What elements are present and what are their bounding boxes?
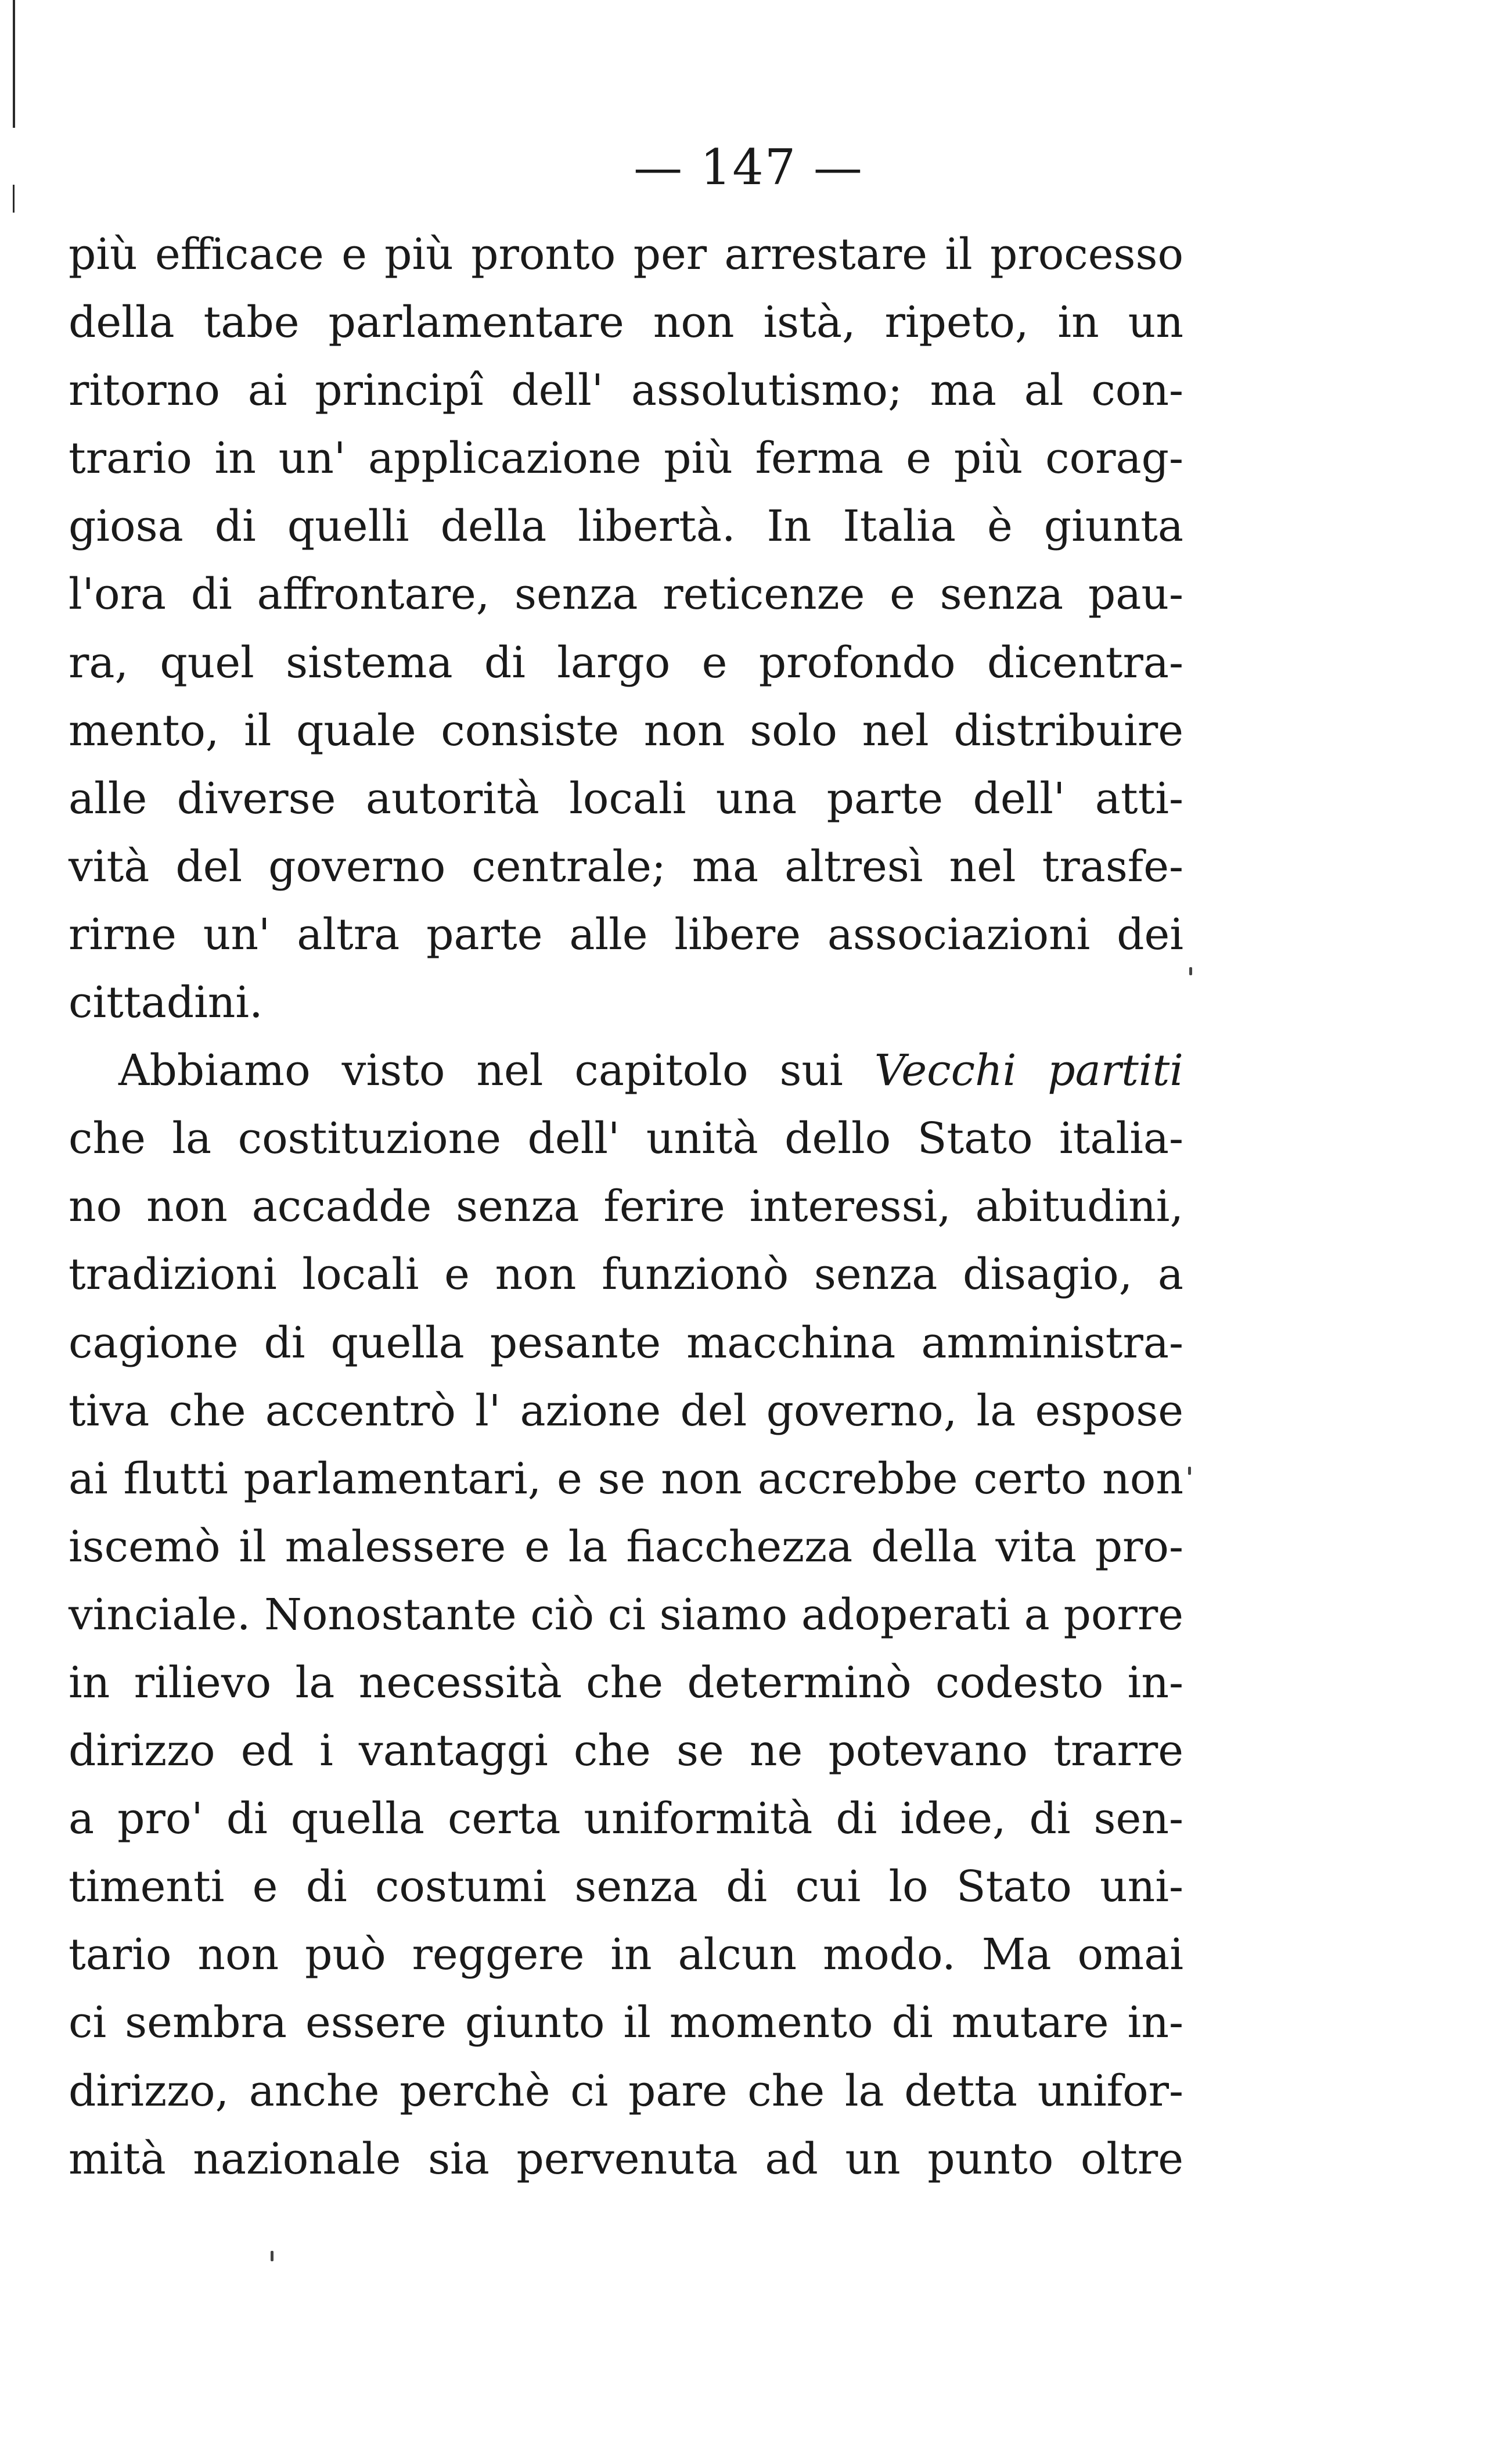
text-line: iscemò il malessere e la fiacchezza della vita pro-	[69, 1521, 1183, 1572]
text-line: no non accadde senza ferire interessi, abitudini,	[69, 1181, 1183, 1232]
text-line: vità del governo centrale; ma altresì nel trasfe-	[69, 841, 1183, 892]
text-line: mento, il quale consiste non solo nel distribuire	[69, 705, 1183, 756]
text-line: ritorno ai principî dell' assolutismo; ma al con-	[69, 365, 1183, 416]
text-line: più efficace e più pronto per arrestare il processo	[69, 229, 1183, 279]
text-line: alle diverse autorità locali una parte dell' atti-	[69, 773, 1183, 824]
text-line: vinciale. Nonostante ciò ci siamo adoperati a porre	[69, 1589, 1183, 1640]
text-line: tiva che accentrò l' azione del governo, la espose	[69, 1385, 1183, 1436]
paragraph-first-line	[69, 1037, 1183, 1105]
text-line: dirizzo ed i vantaggi che se ne potevano trarre	[69, 1726, 1183, 1776]
text-line: tradizioni locali e non funzionò senza disagio, a	[69, 1249, 1183, 1300]
text-line: dirizzo, anche perchè ci pare che la detta unifor-	[69, 2066, 1183, 2116]
text-line: ra, quel sistema di largo e profondo dicentra-	[69, 637, 1183, 688]
text-line: ci sembra essere giunto il momento di mutare in-	[69, 1998, 1183, 2048]
italic-title: Vecchi partiti	[874, 1046, 1183, 1096]
text-line: che la costituzione dell' unità dello Stato italia-	[69, 1114, 1183, 1164]
text-line: rirne un' altra parte alle libere associazioni dei	[69, 909, 1183, 960]
text-line: della tabe parlamentare non istà, ripeto, in un	[69, 297, 1183, 348]
scan-speck	[271, 2251, 274, 2261]
body-text	[69, 221, 1183, 2193]
text-line: ai flutti parlamentari, e se non accrebbe certo non	[69, 1453, 1183, 1504]
text-line: giosa di quelli della libertà. In Italia è giunta	[69, 501, 1183, 552]
text-line: mità nazionale sia pervenuta ad un punto oltre	[69, 2133, 1183, 2184]
text-line: trario in un' applicazione più ferma e più corag-	[69, 433, 1183, 484]
scan-speck	[1188, 1467, 1191, 1475]
text-line: cagione di quella pesante macchina amministra-	[69, 1317, 1183, 1368]
scan-speck	[1189, 967, 1192, 975]
text-run: Abbiamo visto nel capitolo sui	[118, 1046, 875, 1096]
text-line: tario non può reggere in alcun modo. Ma omai	[69, 1930, 1183, 1980]
page-number: — 147 —	[634, 139, 863, 196]
text-line: l'ora di affrontare, senza reticenze e senza pau-	[69, 569, 1183, 620]
scan-margin-line	[13, 0, 15, 128]
text-line: a pro' di quella certa uniformità di idee, di sen-	[69, 1794, 1183, 1844]
text-line: timenti e di costumi senza di cui lo Stato uni-	[69, 1862, 1183, 1912]
text-line: cittadini.	[69, 978, 263, 1028]
text-line: in rilievo la necessità che determinò codesto in-	[69, 1657, 1183, 1708]
